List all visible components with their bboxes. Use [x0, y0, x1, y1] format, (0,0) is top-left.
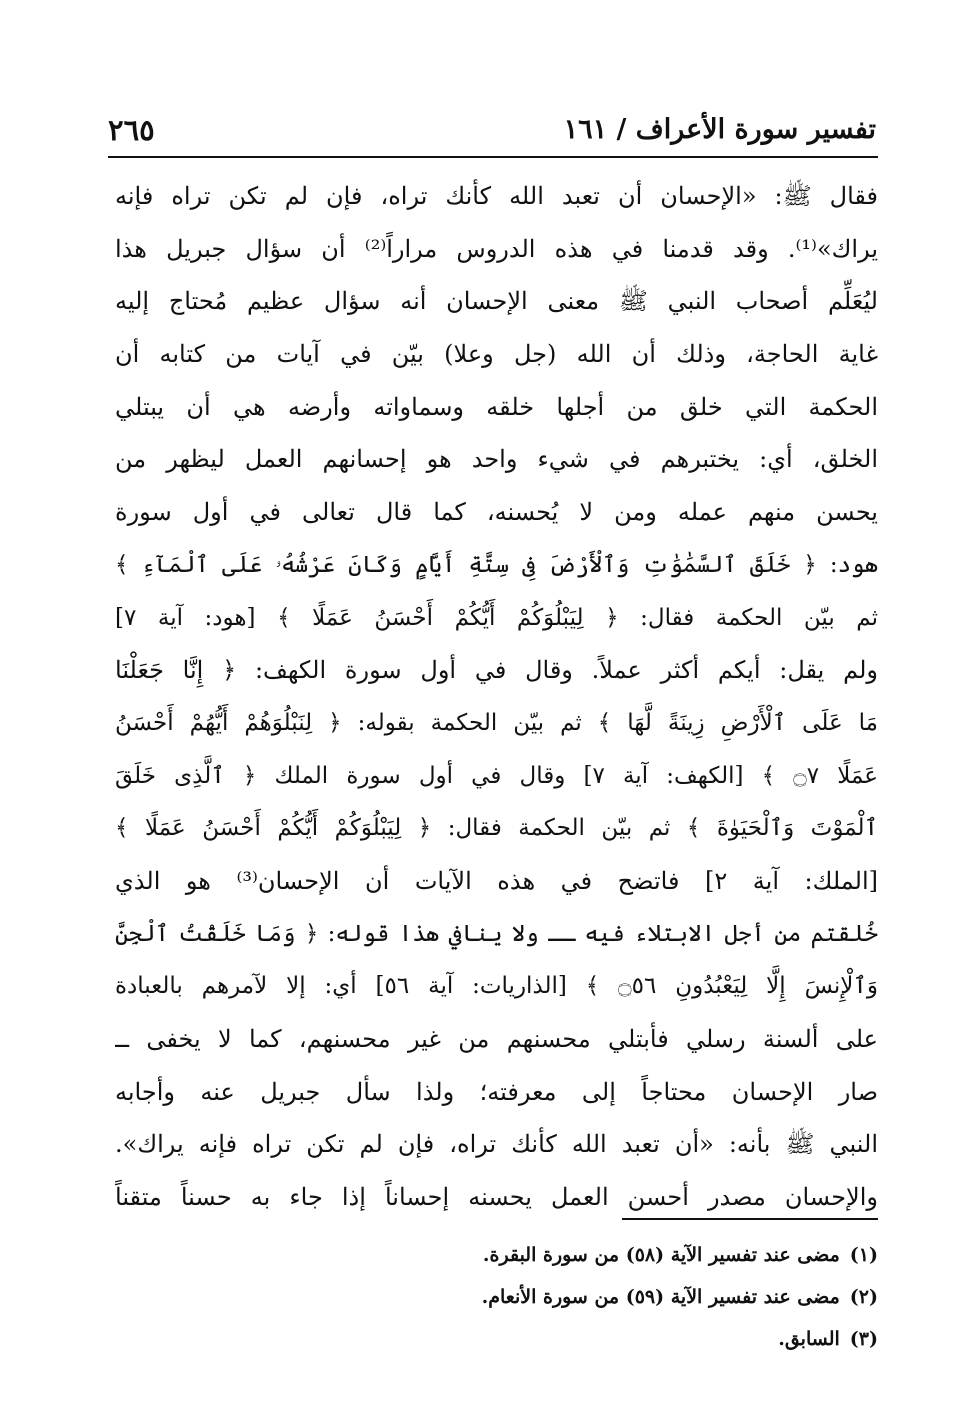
footnote-rule [622, 1218, 878, 1220]
text-line: يحسن منهم عمله ومن لا يُحسنه، كما قال تعالى في أول سورة [115, 498, 878, 527]
text-line: ولم يقل: أيكم أكثر عملاً. وقال في أول سورة الكهف: ﴿ إِنَّا جَعَلْنَا [115, 656, 878, 685]
text-line: ليُعَلِّم أصحاب النبي ﷺ معنى الإحسان أنه سؤال عظيم مُحتاج إليه [115, 287, 878, 316]
text-line: وَٱلْإِنسَ إِلَّا لِيَعْبُدُونِ ۝٥٦ ﴾ [الذاريات: آية ٥٦] أي: إلا لآمرهم بالعبادة [115, 973, 878, 1000]
footnote-number: (١) [849, 1244, 878, 1266]
text-line: فقال ﷺ: «الإحسان أن تعبد الله كأنك تراه، فإن لم تكن تراه فإنه [115, 182, 878, 210]
text-line: [الملك: آية ٢] فاتضح في هذه الآيات أن الإحسان⁽³⁾ هو الذي [115, 866, 878, 895]
page-number: ٢٦٥ [108, 113, 155, 147]
text-line: غاية الحاجة، وذلك أن الله (جل وعلا) بيّن في آيات من كتابه أن [115, 340, 878, 369]
text-line: ثم بيّن الحكمة فقال: ﴿ لِيَبْلُوَكُمْ أَيُّكُمْ أَحْسَنُ عَمَلًا ﴾ [هود: آية ٧] [115, 604, 878, 631]
text-line: الحكمة التي خلق من أجلها خلقه وسماواته وأرضه هي أن يبتلي [115, 392, 878, 421]
footnote-text: مضى عند تفسير الآية (٥٩) من سورة الأنعام. [481, 1286, 840, 1308]
text-line: عَمَلًا ۝٧ ﴾ [الكهف: آية ٧] وقال في أول سورة الملك ﴿ ٱلَّذِى خَلَقَ [115, 762, 878, 789]
footnote-number: (٢) [849, 1286, 878, 1308]
header-rule [108, 156, 878, 158]
footnote-number: (٣) [849, 1328, 878, 1350]
text-line: والإحسان مصدر أحسن العمل يحسنه إحساناً إذا جاء به حسناً متقناً [115, 1183, 878, 1212]
footnotes [300, 1234, 878, 1360]
footnote-text: السابق. [778, 1328, 840, 1350]
text-line: النبي ﷺ بأنه: «أن تعبد الله كأنك تراه، فإن لم تكن تراه فإنه يراك». [115, 1130, 878, 1159]
text-line: مَا عَلَى ٱلْأَرْضِ زِينَةً لَّهَا ﴾ ثم بيّن الحكمة بقوله: ﴿ لِنَبْلُوَهُمْ أَيُّهُمْ أَحْسَنُ [115, 709, 878, 736]
running-head: تفسير سورة الأعراف / ١٦١ [563, 114, 876, 145]
body-text [115, 170, 878, 1224]
footnote [300, 1234, 878, 1276]
footnote-text: مضى عند تفسير الآية (٥٨) من سورة البقرة. [482, 1244, 840, 1266]
text-line: صار الإحسان محتاجاً إلى معرفته؛ ولذا سأل جبريل عنه وأجابه [115, 1077, 878, 1106]
text-line: الخلق، أي: يختبرهم في شيء واحد هو إحسانهم العمل ليظهر من [115, 445, 878, 474]
text-line: يراك»⁽¹⁾. وقد قدمنا في هذه الدروس مراراً⁽²⁾ أن سؤال جبريل هذا [115, 234, 878, 263]
footnote [300, 1318, 878, 1360]
footnote [300, 1276, 878, 1318]
page-header [108, 110, 876, 154]
text-line: هود: ﴿ خَلَقَ ٱلسَّمَٰوَٰتِ وَٱلْأَرْضَ فِى سِتَّةِ أَيَّامٍ وَكَانَ عَرْشُهُۥ عَلَى ٱلْمَآءِ ﴾ [115, 551, 878, 578]
text-line: خُلقتم من أجل الابتلاء فيه ــ ولا ينافي هذا قوله: ﴿ وَمَا خَلَقْتُ ٱلْجِنَّ [115, 920, 878, 947]
text-line: ٱلْمَوْتَ وَٱلْحَيَوٰةَ ﴾ ثم بيّن الحكمة فقال: ﴿ لِيَبْلُوَكُمْ أَيُّكُمْ أَحْسَنُ عَمَلًا ﴾ [115, 815, 878, 842]
text-line: على ألسنة رسلي فأبتلي محسنهم من غير محسنهم، كما لا يخفى ــ [115, 1025, 878, 1053]
